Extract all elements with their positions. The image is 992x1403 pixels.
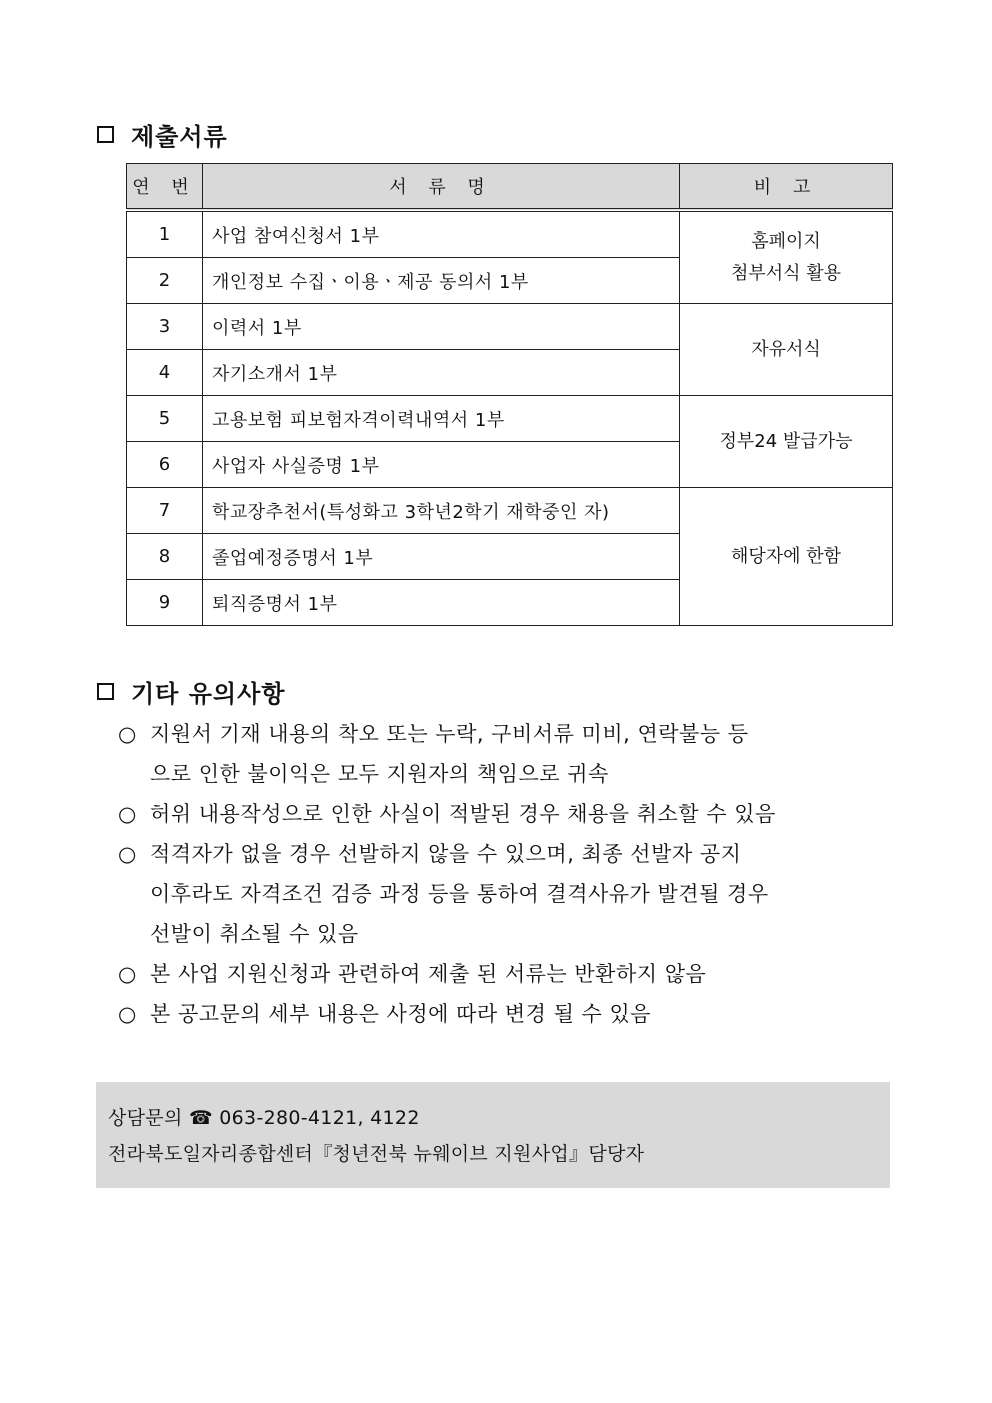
- contact-line: [108, 1100, 890, 1136]
- table-row: [127, 210, 893, 258]
- remark-line: 홈페이지: [751, 230, 821, 252]
- list-item: [118, 994, 776, 1034]
- row-document-name: 이력서 1부: [203, 304, 680, 350]
- list-item: [118, 794, 776, 834]
- header-document-name: 서 류 명: [203, 164, 680, 211]
- circle-bullet-icon: ○: [118, 722, 137, 746]
- row-number: 9: [127, 580, 203, 626]
- list-item: [118, 834, 776, 954]
- phone-icon: ☎: [188, 1107, 213, 1129]
- contact-department: 전라북도일자리종합센터『청년전북 뉴웨이브 지원사업』담당자: [108, 1143, 645, 1165]
- row-document-name: 사업자 사실증명 1부: [203, 442, 680, 488]
- table-row: [127, 396, 893, 442]
- row-document-name: 학교장추천서(특성화고 3학년2학기 재학중인 자): [203, 488, 680, 534]
- section-title: 기타 유의사항: [131, 680, 286, 708]
- row-number: 1: [127, 210, 203, 258]
- remark-line: 첨부서식 활용: [730, 262, 842, 284]
- list-item: [118, 954, 776, 994]
- contact-phone: 063-280-4121, 4122: [219, 1107, 420, 1129]
- square-bullet-icon: [97, 126, 114, 143]
- note-line: 본 사업 지원신청과 관련하여 제출 된 서류는 반환하지 않음: [150, 962, 707, 986]
- square-bullet-icon: [97, 683, 114, 700]
- notes-list: [118, 714, 776, 1034]
- row-number: 4: [127, 350, 203, 396]
- note-line: 지원서 기재 내용의 착오 또는 누락, 구비서류 미비, 연락불능 등: [150, 722, 749, 746]
- circle-bullet-icon: ○: [118, 1002, 137, 1026]
- row-remark: 해당자에 한함: [680, 488, 893, 626]
- section-title: 제출서류: [131, 123, 228, 151]
- row-document-name: 사업 참여신청서 1부: [203, 210, 680, 258]
- section-header-documents: [97, 117, 228, 152]
- documents-table: [126, 163, 893, 626]
- row-document-name: 고용보험 피보험자격이력내역서 1부: [203, 396, 680, 442]
- table-row: [127, 304, 893, 350]
- row-remark: 정부24 발급가능: [680, 396, 893, 488]
- table-header-row: [127, 164, 893, 211]
- circle-bullet-icon: ○: [118, 842, 137, 866]
- row-number: 2: [127, 258, 203, 304]
- note-line: 본 공고문의 세부 내용은 사정에 따라 변경 될 수 있음: [150, 1002, 652, 1026]
- note-line: 선발이 취소될 수 있음: [150, 922, 359, 946]
- note-line: 적격자가 없을 경우 선발하지 않을 수 있으며, 최종 선발자 공지: [150, 842, 742, 866]
- row-number: 6: [127, 442, 203, 488]
- note-line: 허위 내용작성으로 인한 사실이 적발된 경우 채용을 취소할 수 있음: [150, 802, 776, 826]
- row-number: 7: [127, 488, 203, 534]
- row-number: 8: [127, 534, 203, 580]
- row-document-name: 자기소개서 1부: [203, 350, 680, 396]
- row-document-name: 퇴직증명서 1부: [203, 580, 680, 626]
- header-remarks: 비 고: [680, 164, 893, 211]
- table-row: [127, 488, 893, 534]
- header-number: 연 번: [127, 164, 203, 211]
- circle-bullet-icon: ○: [118, 802, 137, 826]
- row-remark: 자유서식: [680, 304, 893, 396]
- circle-bullet-icon: ○: [118, 962, 137, 986]
- contact-label: 상담문의: [108, 1107, 183, 1129]
- row-document-name: 개인정보 수집ㆍ이용ㆍ제공 동의서 1부: [203, 258, 680, 304]
- row-document-name: 졸업예정증명서 1부: [203, 534, 680, 580]
- list-item: [118, 714, 776, 794]
- note-line: 이후라도 자격조건 검증 과정 등을 통하여 결격사유가 발견될 경우: [150, 882, 769, 906]
- row-remark: [680, 210, 893, 304]
- contact-box: [96, 1082, 890, 1188]
- row-number: 5: [127, 396, 203, 442]
- section-header-notes: [97, 674, 285, 709]
- row-number: 3: [127, 304, 203, 350]
- note-line: 으로 인한 불이익은 모두 지원자의 책임으로 귀속: [150, 762, 609, 786]
